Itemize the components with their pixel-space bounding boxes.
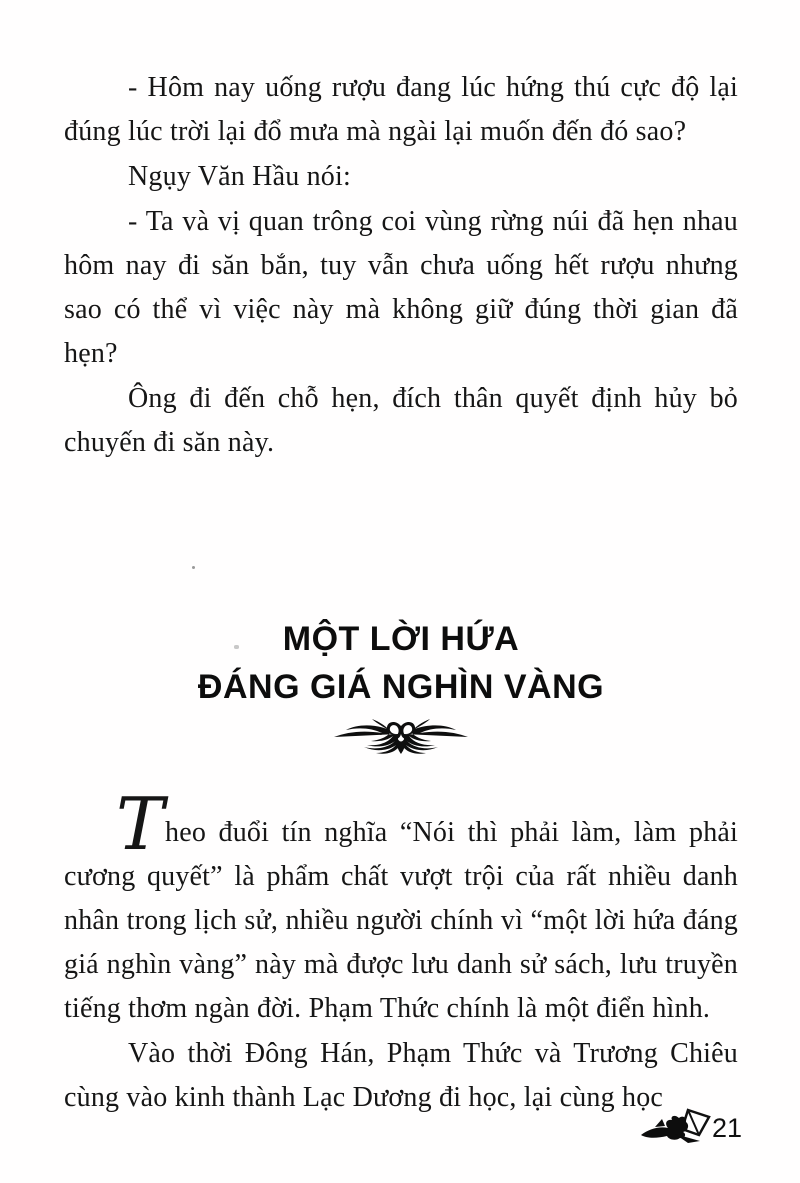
paragraph-dialogue-1: - Hôm nay uống rượu đang lúc hứng thú cực độ lại đúng lúc trời lại đổ mưa mà ngài lại muốn đến đó sao? [64,72,738,147]
page-footer [640,1104,742,1153]
paragraph-narration: Ông đi đến chỗ hẹn, đích thân quyết định hủy bỏ chuyến đi săn này. [64,383,738,458]
page-content [64,66,738,1120]
chapter-ornament-icon [64,717,738,763]
chapter-title-line-2: ĐÁNG GIÁ NGHÌN VÀNG [197,668,605,706]
scan-speck [192,566,195,569]
opening-text: heo đuổi tín nghĩa “Nói thì phải làm, làm phải cương quyết” là phẩm chất vượt trội của rất nhiều danh nhân trong lịch sử, nhiều người chính vì “một lời hứa đáng giá nghìn vàng” này mà được lưu danh sử sách, lưu truyền tiếng thơm ngàn đời. Phạm Thức chính là một điển hình. [64,817,738,1024]
paragraph-second: Vào thời Đông Hán, Phạm Thức và Trương Chiêu cùng vào kinh thành Lạc Dương đi học, lại cùng học [64,1038,738,1113]
dropcap-letter: T [116,782,163,866]
paragraph-speaker: Ngụy Văn Hầu nói: [128,161,351,192]
chapter-title [64,615,738,711]
scan-speck [234,645,239,649]
paragraph-opening [64,782,738,1031]
page-number: 21 [711,1113,742,1143]
chapter-title-line-1: MỘT LỜI HỨA [282,620,520,658]
paragraph-dialogue-2: - Ta và vị quan trông coi vùng rừng núi đã hẹn nhau hôm nay đi săn bắn, tuy vẫn chưa uống hết rượu nhưng sao có thể vì việc này mà không giữ đúng thời gian đã hẹn? [64,206,738,369]
footer-flourish-icon [640,1104,718,1153]
